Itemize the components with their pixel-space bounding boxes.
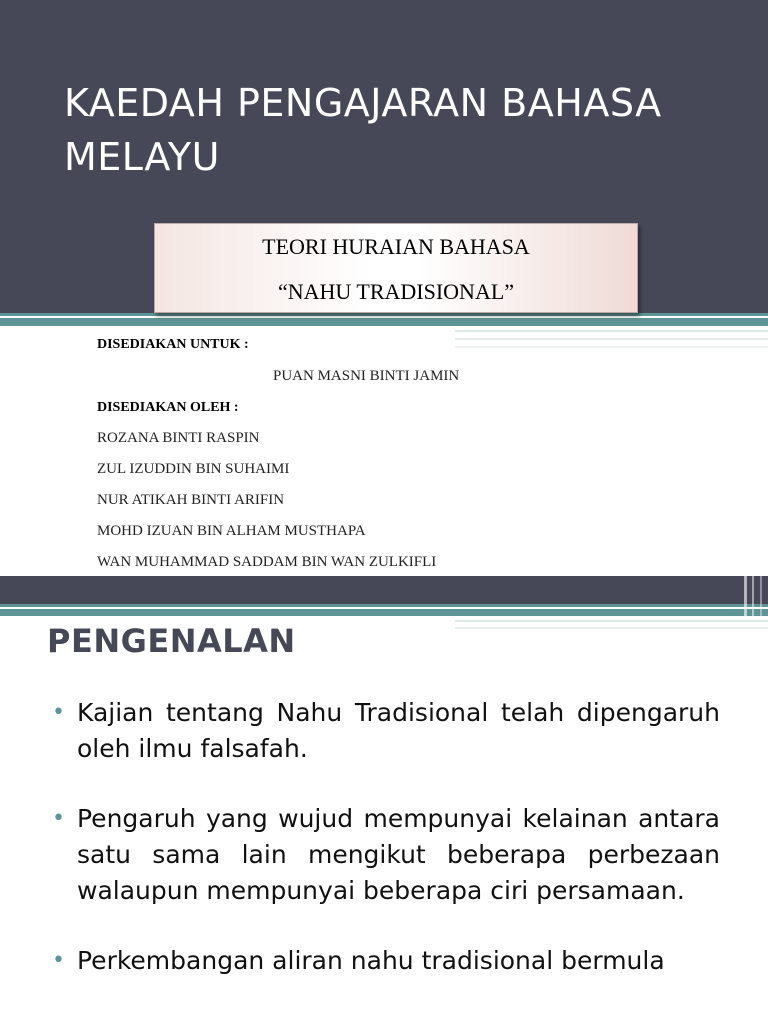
slide2-header-background [0,576,768,604]
bullet-dot-icon: • [52,806,65,831]
slide1-band-stripe [455,338,768,340]
bullet-text: Kajian tentang Nahu Tradisional telah dipengaruh oleh ilmu falsafah. [77,698,720,763]
member-name: ROZANA BINTI RASPIN [97,430,260,446]
slide1-band-stripe [455,330,768,332]
bullet-text: Perkembangan aliran nahu tradisional bermula [77,946,665,975]
bullet-dot-icon: • [52,700,65,725]
subtitle-line1: TEORI HURAIAN BAHASA [262,234,530,259]
slide1-title: KAEDAH PENGAJARAN BAHASA MELAYU [64,81,662,179]
prepared-for-name: PUAN MASNI BINTI JAMIN [273,368,460,384]
member-name: NUR ATIKAH BINTI ARIFIN [97,492,285,508]
slide2-band-stripe [0,607,768,609]
bullet-text: Pengaruh yang wujud mempunyai kelainan antara satu sama lain mengikut beberapa perbezaan walaupun mempunyai beberapa ciri persamaan. [77,804,720,905]
member-name: ZUL IZUDDIN BIN SUHAIMI [97,461,290,477]
subtitle-box [154,223,638,313]
slide1-teal-band [0,313,768,326]
bullet-item [50,695,720,767]
prepared-for-label: DISEDIAKAN UNTUK : [97,337,249,352]
subtitle-line2: “NAHU TRADISIONAL” [277,279,515,304]
member-name: MOHD IZUAN BIN ALHAM MUSTHAPA [97,523,366,539]
bullet-list [50,695,720,1013]
slide1-band-stripe [455,346,768,348]
bullet-item [50,801,720,909]
slide1-band-stripe [0,316,768,318]
bullet-dot-icon: • [52,948,65,973]
slide2-band-stripe [455,620,768,622]
bullet-item [50,943,720,979]
slide2-teal-band [0,604,768,616]
member-name: WAN MUHAMMAD SADDAM BIN WAN ZULKIFLI [97,554,437,570]
slide2-heading: PENGENALAN [47,622,296,660]
prepared-by-label: DISEDIAKAN OLEH : [97,400,239,415]
slide2-edge-stripe [744,576,747,616]
slide2-edge-stripe [752,576,754,616]
slide2-band-stripe [455,627,768,629]
slide2-edge-stripe [760,576,762,616]
